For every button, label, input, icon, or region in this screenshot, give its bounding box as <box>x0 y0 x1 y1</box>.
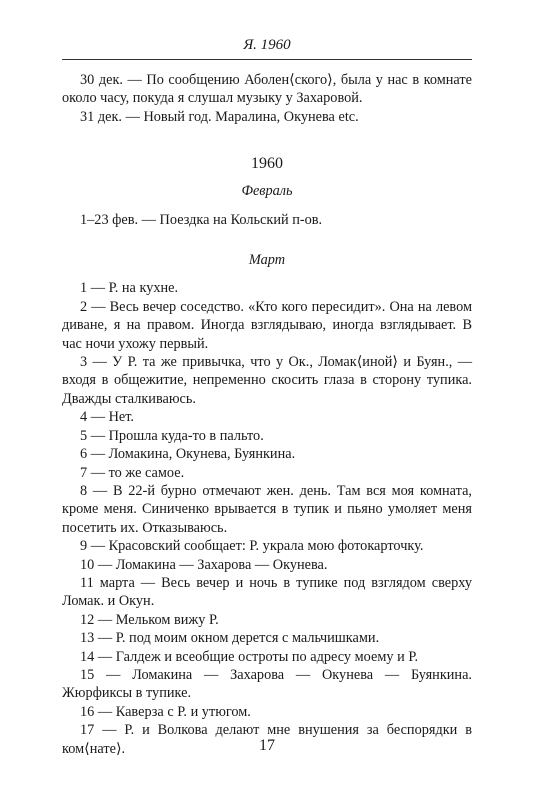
entry-mar-4: 4 — Нет. <box>80 409 135 426</box>
entry-mar-5: 5 — Прошла куда-то в пальто. <box>80 427 264 444</box>
entry-dec-30: 30 дек. — По сообщению Аболен⟨ского⟩, была у нас в комнате около часу, покуда я слушал музыку у Захаровой. <box>62 72 472 107</box>
page-number: 17 <box>259 737 275 754</box>
entry-mar-16: 16 — Каверза с Р. и утюгом. <box>80 703 251 720</box>
entry-mar-3: 3 — У Р. та же привычка, что у Ок., Ломак⟨иной⟩ и Буян., — входя в общежитие, непременно скосить глаза в сторону тупика. Дважды сталкиваюсь. <box>62 354 472 407</box>
entry-dec-31: 31 дек. — Новый год. Маралина, Окунева etc. <box>80 108 359 125</box>
entry-mar-8: 8 — В 22-й бурно отмечают жен. день. Там вся моя комната, кроме меня. Синиченко врывается в тупик и пьяно умоляет меня посетить их. Отказываюсь. <box>62 482 472 536</box>
entry-mar-9: 9 — Красовский сообщает: Р. украла мою фотокарточку. <box>80 538 424 555</box>
month-heading-march: Март <box>248 252 286 269</box>
entry-mar-6: 6 — Ломакина, Окунева, Буянкина. <box>80 446 296 463</box>
running-header: Я. 1960 <box>243 37 291 53</box>
entry-mar-1: 1 — Р. на кухне. <box>80 280 179 297</box>
entry-mar-15: 15 — Ломакина — Захарова — Окунева — Буянкина. Жюрфиксы в тупике. <box>62 666 472 702</box>
entry-mar-2: 2 — Весь вечер соседство. «Кто кого пересидит». Она на левом диване, я на правом. Иногда взглядываю, иногда взглядывает. В час ночи ухожу первый. <box>62 298 472 352</box>
entry-mar-12: 12 — Мельком вижу Р. <box>80 611 219 628</box>
month-heading-february: Февраль <box>241 183 293 200</box>
entry-mar-10: 10 — Ломакина — Захарова — Окунева. <box>80 556 328 573</box>
entry-mar-7: 7 — то же самое. <box>80 464 185 481</box>
entry-mar-17: 17 — Р. и Волкова делают мне внушения за беспорядки в ком⟨нате⟩. <box>62 722 472 757</box>
entry-feb-1: 1–23 фев. — Поездка на Кольский п-ов. <box>80 211 323 228</box>
entry-mar-13: 13 — Р. под моим окном дерется с мальчишками. <box>80 630 380 647</box>
year-heading: 1960 <box>251 155 283 173</box>
entry-mar-14: 14 — Галдеж и всеобщие остроты по адресу моему и Р. <box>80 648 419 665</box>
entry-mar-11: 11 марта — Весь вечер и ночь в тупике под взглядом сверху Ломак. и Окун. <box>62 574 472 610</box>
header-rule <box>62 59 472 60</box>
page-body <box>62 71 472 758</box>
